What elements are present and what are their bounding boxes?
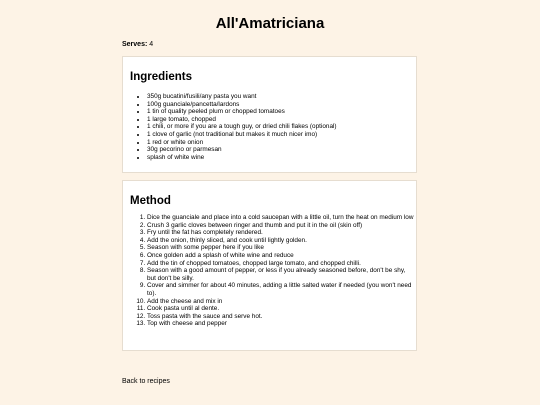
method-step: 2. Crush 3 garlic cloves between ringer and thumb and put it in the oil (skin off) xyxy=(147,222,415,230)
method-step: 5. Season with some pepper here if you like xyxy=(147,244,415,252)
method-card xyxy=(122,180,417,351)
ingredients-heading: Ingredients xyxy=(130,71,192,83)
ingredient-item: • 100g guanciale/pancetta/lardons xyxy=(147,101,417,109)
method-step: 11. Cook pasta until al dente. xyxy=(147,305,415,313)
ingredient-item: • 350g bucatini/fusili/any pasta you want xyxy=(147,93,417,101)
method-step: 10. Add the cheese and mix in xyxy=(147,298,415,306)
method-step: 13. Top with cheese and pepper xyxy=(147,320,415,328)
method-step: 12. Toss pasta with the sauce and serve hot. xyxy=(147,313,415,321)
method-step: 3. Fry until the fat has completely rendered. xyxy=(147,229,415,237)
method-step: 1. Dice the guanciale and place into a cold saucepan with a little oil, turn the heat on medium low xyxy=(147,214,415,222)
ingredient-item: • splash of white wine xyxy=(147,154,417,162)
serves-value: 4 xyxy=(149,41,154,48)
method-step: 6. Once golden add a splash of white wine and reduce xyxy=(147,252,415,260)
method-step: 8. Season with a good amount of pepper, or less if you already seasoned before, don't be shy, but don't be silly. xyxy=(147,267,415,282)
serves-line xyxy=(122,41,153,48)
method-heading: Method xyxy=(130,195,171,207)
method-step: 9. Cover and simmer for about 40 minutes, adding a little salted water if needed (you won't need to). xyxy=(147,282,415,297)
page-title: All'Amatriciana xyxy=(215,15,325,32)
ingredient-item: • 1 tin of quality peeled plum or chopped tomatoes xyxy=(147,108,417,116)
ingredients-card xyxy=(122,56,417,173)
ingredient-item: • 30g pecorino or parmesan xyxy=(147,146,417,154)
method-step: 4. Add the onion, thinly sliced, and cook until lightly golden. xyxy=(147,237,415,245)
back-to-recipes-link[interactable]: Back to recipes xyxy=(122,378,170,385)
ingredient-item: • 1 clove of garlic (not traditional but makes it much nicer imo) xyxy=(147,131,417,139)
serves-label: Serves: xyxy=(122,41,148,48)
ingredient-item: • 1 red or white onion xyxy=(147,139,417,147)
ingredient-item: • 1 large tomato, chopped xyxy=(147,116,417,124)
method-step: 7. Add the tin of chopped tomatoes, chopped large tomato, and chopped chilli. xyxy=(147,260,415,268)
method-steps-list xyxy=(123,214,415,328)
ingredients-list xyxy=(123,93,417,161)
ingredient-item: • 1 chili, or more if you are a tough guy, or dried chili flakes (optional) xyxy=(147,123,417,131)
